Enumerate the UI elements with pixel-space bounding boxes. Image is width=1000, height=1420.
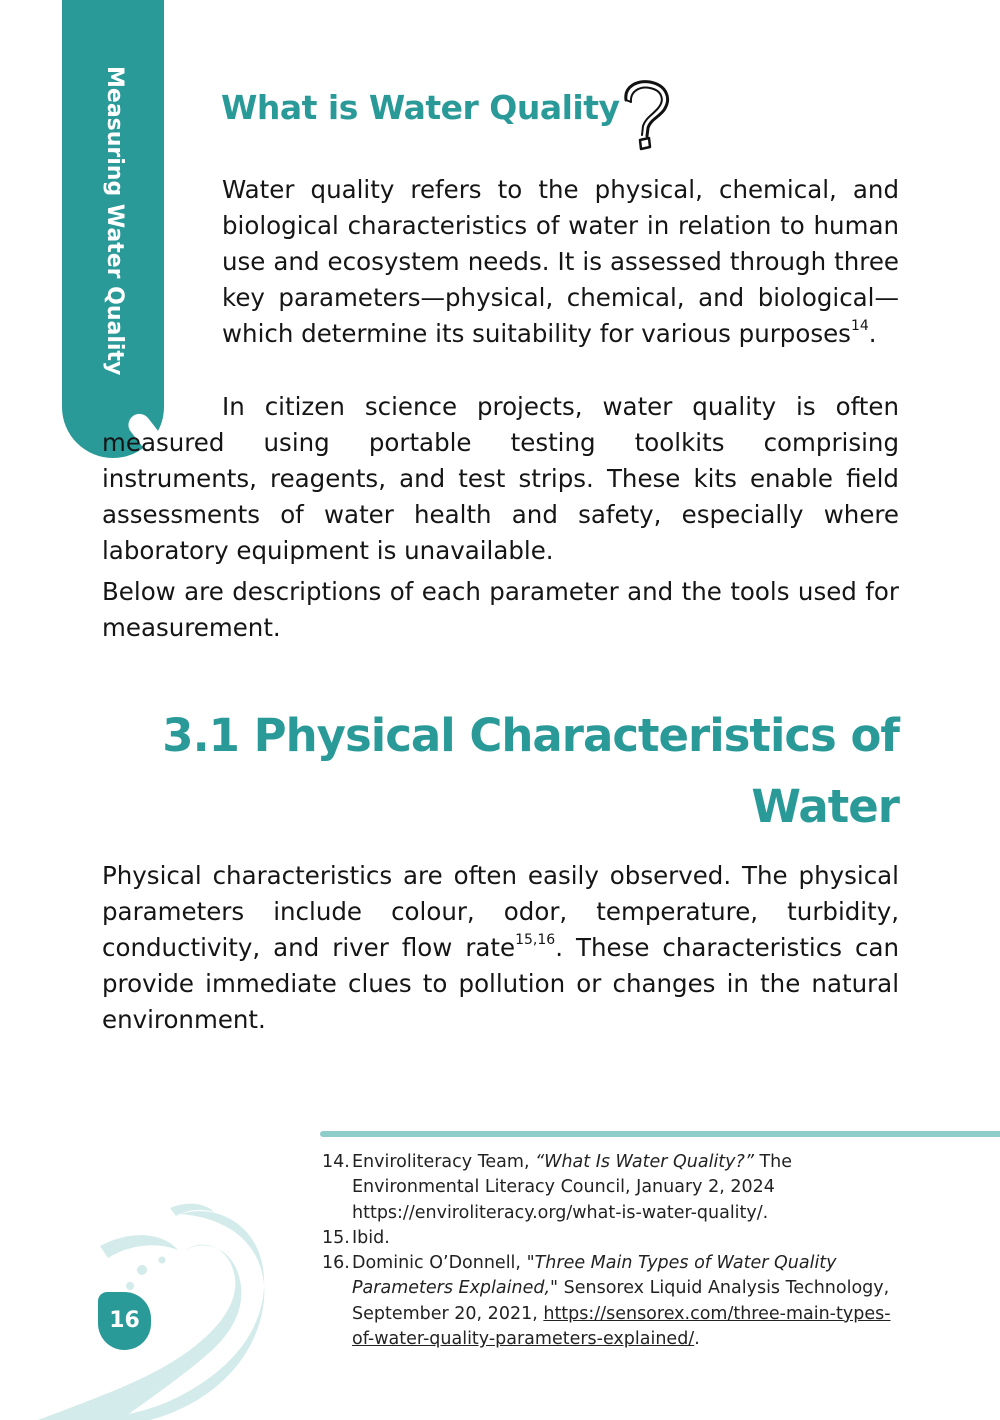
footnote-ref: 15,16 [515, 932, 556, 948]
footnote-number: 15. [322, 1227, 350, 1248]
footnote-title: What Is Water Quality? [544, 1152, 745, 1172]
footnote-number: 14. [322, 1152, 350, 1172]
section-paragraph-end: . These characteristics can provide immediate clues to pollution or changes in the natural environment. [102, 933, 899, 1034]
question-mark-icon [616, 78, 676, 152]
footnote-text: Sensorex Liquid Analysis Technology, September 20, 2021, [352, 1278, 890, 1324]
footnote-text: Enviroliteracy Team, [352, 1152, 536, 1172]
page-title: What is Water Quality [221, 88, 620, 127]
footnote-item [322, 1226, 912, 1251]
footnote-item [322, 1251, 912, 1352]
footnote-item [322, 1150, 912, 1226]
page-number: 16 [98, 1292, 151, 1350]
intro-paragraph-text: Water quality refers to the physical, chemical, and biological characteristics of water in relation to human use and ecosystem needs. It is assessed through three key parameters—physical, chemical, and biological—which determine its suitability for various purposes [222, 175, 899, 348]
footnote-text: The Environmental Literacy Council, January 2, 2024 https://enviroliteracy.org/what-is-water-quality/. [352, 1152, 793, 1223]
footnote-divider [320, 1131, 1000, 1137]
water-wave-icon [30, 1200, 290, 1420]
footnote-title: "Three Main Types of Water Quality Parameters Explained," [352, 1253, 837, 1299]
footnote-text: Dominic O’Donnell, [352, 1253, 527, 1274]
section-paragraph [102, 858, 899, 1038]
section-title: 3.1 Physical Characteristics of Water [162, 709, 899, 833]
footnotes-list [322, 1150, 912, 1352]
footnote-ref: 14 [850, 318, 869, 334]
section-paragraph-text: Physical characteristics are often easily observed. The physical parameters include colour, odor, temperature, turbidity, conductivity, and river flow rate [102, 861, 899, 962]
footnote-text: . [694, 1329, 700, 1350]
citizen-science-paragraph: In citizen science projects, water quality is often measured using portable testing toolkits comprising instruments, reagents, and test strips. These kits enable field assessments of water health and safety, especially where laboratory equipment is unavailable. [102, 392, 899, 565]
intro-paragraph-end: . [868, 319, 877, 348]
footnote-number: 16. [322, 1253, 350, 1274]
intro-paragraph [222, 172, 899, 352]
footnote-link[interactable]: https://sensorex.com/three-main-types-of-water-quality-parameters-explained/ [352, 1303, 891, 1350]
footnote-quote: “ [535, 1152, 545, 1172]
footnote-quote: ” [744, 1152, 754, 1172]
sidebar-tab-label: Measuring Water Quality [102, 66, 127, 376]
footnote-text: Ibid. [352, 1227, 390, 1248]
parameters-paragraph: Below are descriptions of each parameter and the tools used for measurement. [102, 577, 899, 642]
